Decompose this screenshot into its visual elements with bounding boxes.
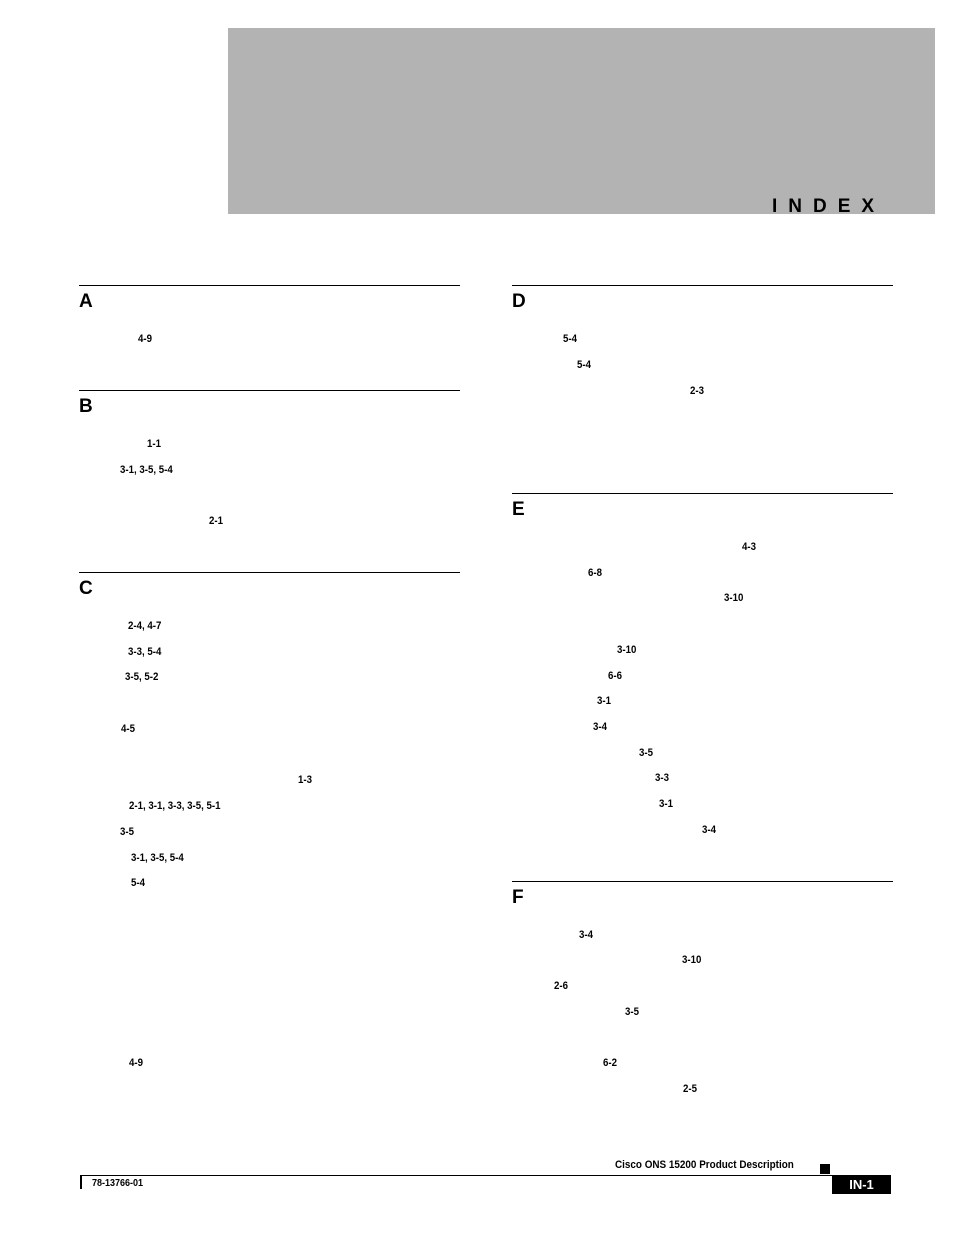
section-divider [512,493,893,494]
section-letter: E [512,499,525,520]
index-entry-pages[interactable]: 1-3 [298,774,312,786]
index-entry-pages[interactable]: 4-3 [742,541,756,553]
index-entry-pages[interactable]: 3-4 [579,929,593,941]
index-entry-pages[interactable]: 3-10 [617,644,637,656]
index-entry-pages[interactable]: 2-5 [683,1083,697,1095]
section-letter: D [512,291,526,312]
index-entry-pages[interactable]: 3-5 [625,1006,639,1018]
header-banner [228,28,935,214]
index-entry-pages[interactable]: 5-4 [577,359,591,371]
section-divider [79,572,460,573]
index-entry-pages[interactable]: 2-6 [554,980,568,992]
index-entry-pages[interactable]: 5-4 [131,877,145,889]
index-entry-pages[interactable]: 3-1, 3-5, 5-4 [131,852,184,864]
section-divider [79,285,460,286]
section-divider [79,390,460,391]
section-letter: A [79,291,93,312]
index-entry-pages[interactable]: 3-10 [682,954,702,966]
index-entry-pages[interactable]: 3-4 [702,824,716,836]
index-entry-pages[interactable]: 2-1, 3-1, 3-3, 3-5, 5-1 [129,800,221,812]
footer-doc-number: 78-13766-01 [92,1178,144,1189]
page-number-badge: IN-1 [832,1175,891,1194]
index-entry-pages[interactable]: 3-5, 5-2 [125,671,159,683]
index-entry-pages[interactable]: 5-4 [563,333,577,345]
footer-divider [80,1175,890,1176]
index-entry-pages[interactable]: 3-5 [639,747,653,759]
index-entry-pages[interactable]: 3-10 [724,592,744,604]
index-entry-pages[interactable]: 1-1 [147,438,161,450]
index-entry-pages[interactable]: 4-9 [129,1057,143,1069]
index-entry-pages[interactable]: 3-5 [120,826,134,838]
footer-product-title: Cisco ONS 15200 Product Description [615,1159,794,1171]
index-entry-pages[interactable]: 3-1 [597,695,611,707]
section-letter: C [79,578,93,599]
index-entry-pages[interactable]: 2-1 [209,515,223,527]
index-entry-pages[interactable]: 2-3 [690,385,704,397]
footer-tick-mark [80,1175,82,1189]
footer-marker [820,1164,830,1174]
section-letter: F [512,887,524,908]
section-divider [512,285,893,286]
index-entry-pages[interactable]: 3-1, 3-5, 5-4 [120,464,173,476]
section-divider [512,881,893,882]
index-entry-pages[interactable]: 3-4 [593,721,607,733]
index-entry-pages[interactable]: 3-3 [655,772,669,784]
index-entry-pages[interactable]: 6-6 [608,670,622,682]
index-entry-pages[interactable]: 6-2 [603,1057,617,1069]
index-entry-pages[interactable]: 4-5 [121,723,135,735]
index-entry-pages[interactable]: 3-1 [659,798,673,810]
page-title: INDEX [772,196,886,217]
section-letter: B [79,396,93,417]
index-entry-pages[interactable]: 6-8 [588,567,602,579]
index-entry-pages[interactable]: 3-3, 5-4 [128,646,162,658]
index-entry-pages[interactable]: 4-9 [138,333,152,345]
index-entry-pages[interactable]: 2-4, 4-7 [128,620,162,632]
